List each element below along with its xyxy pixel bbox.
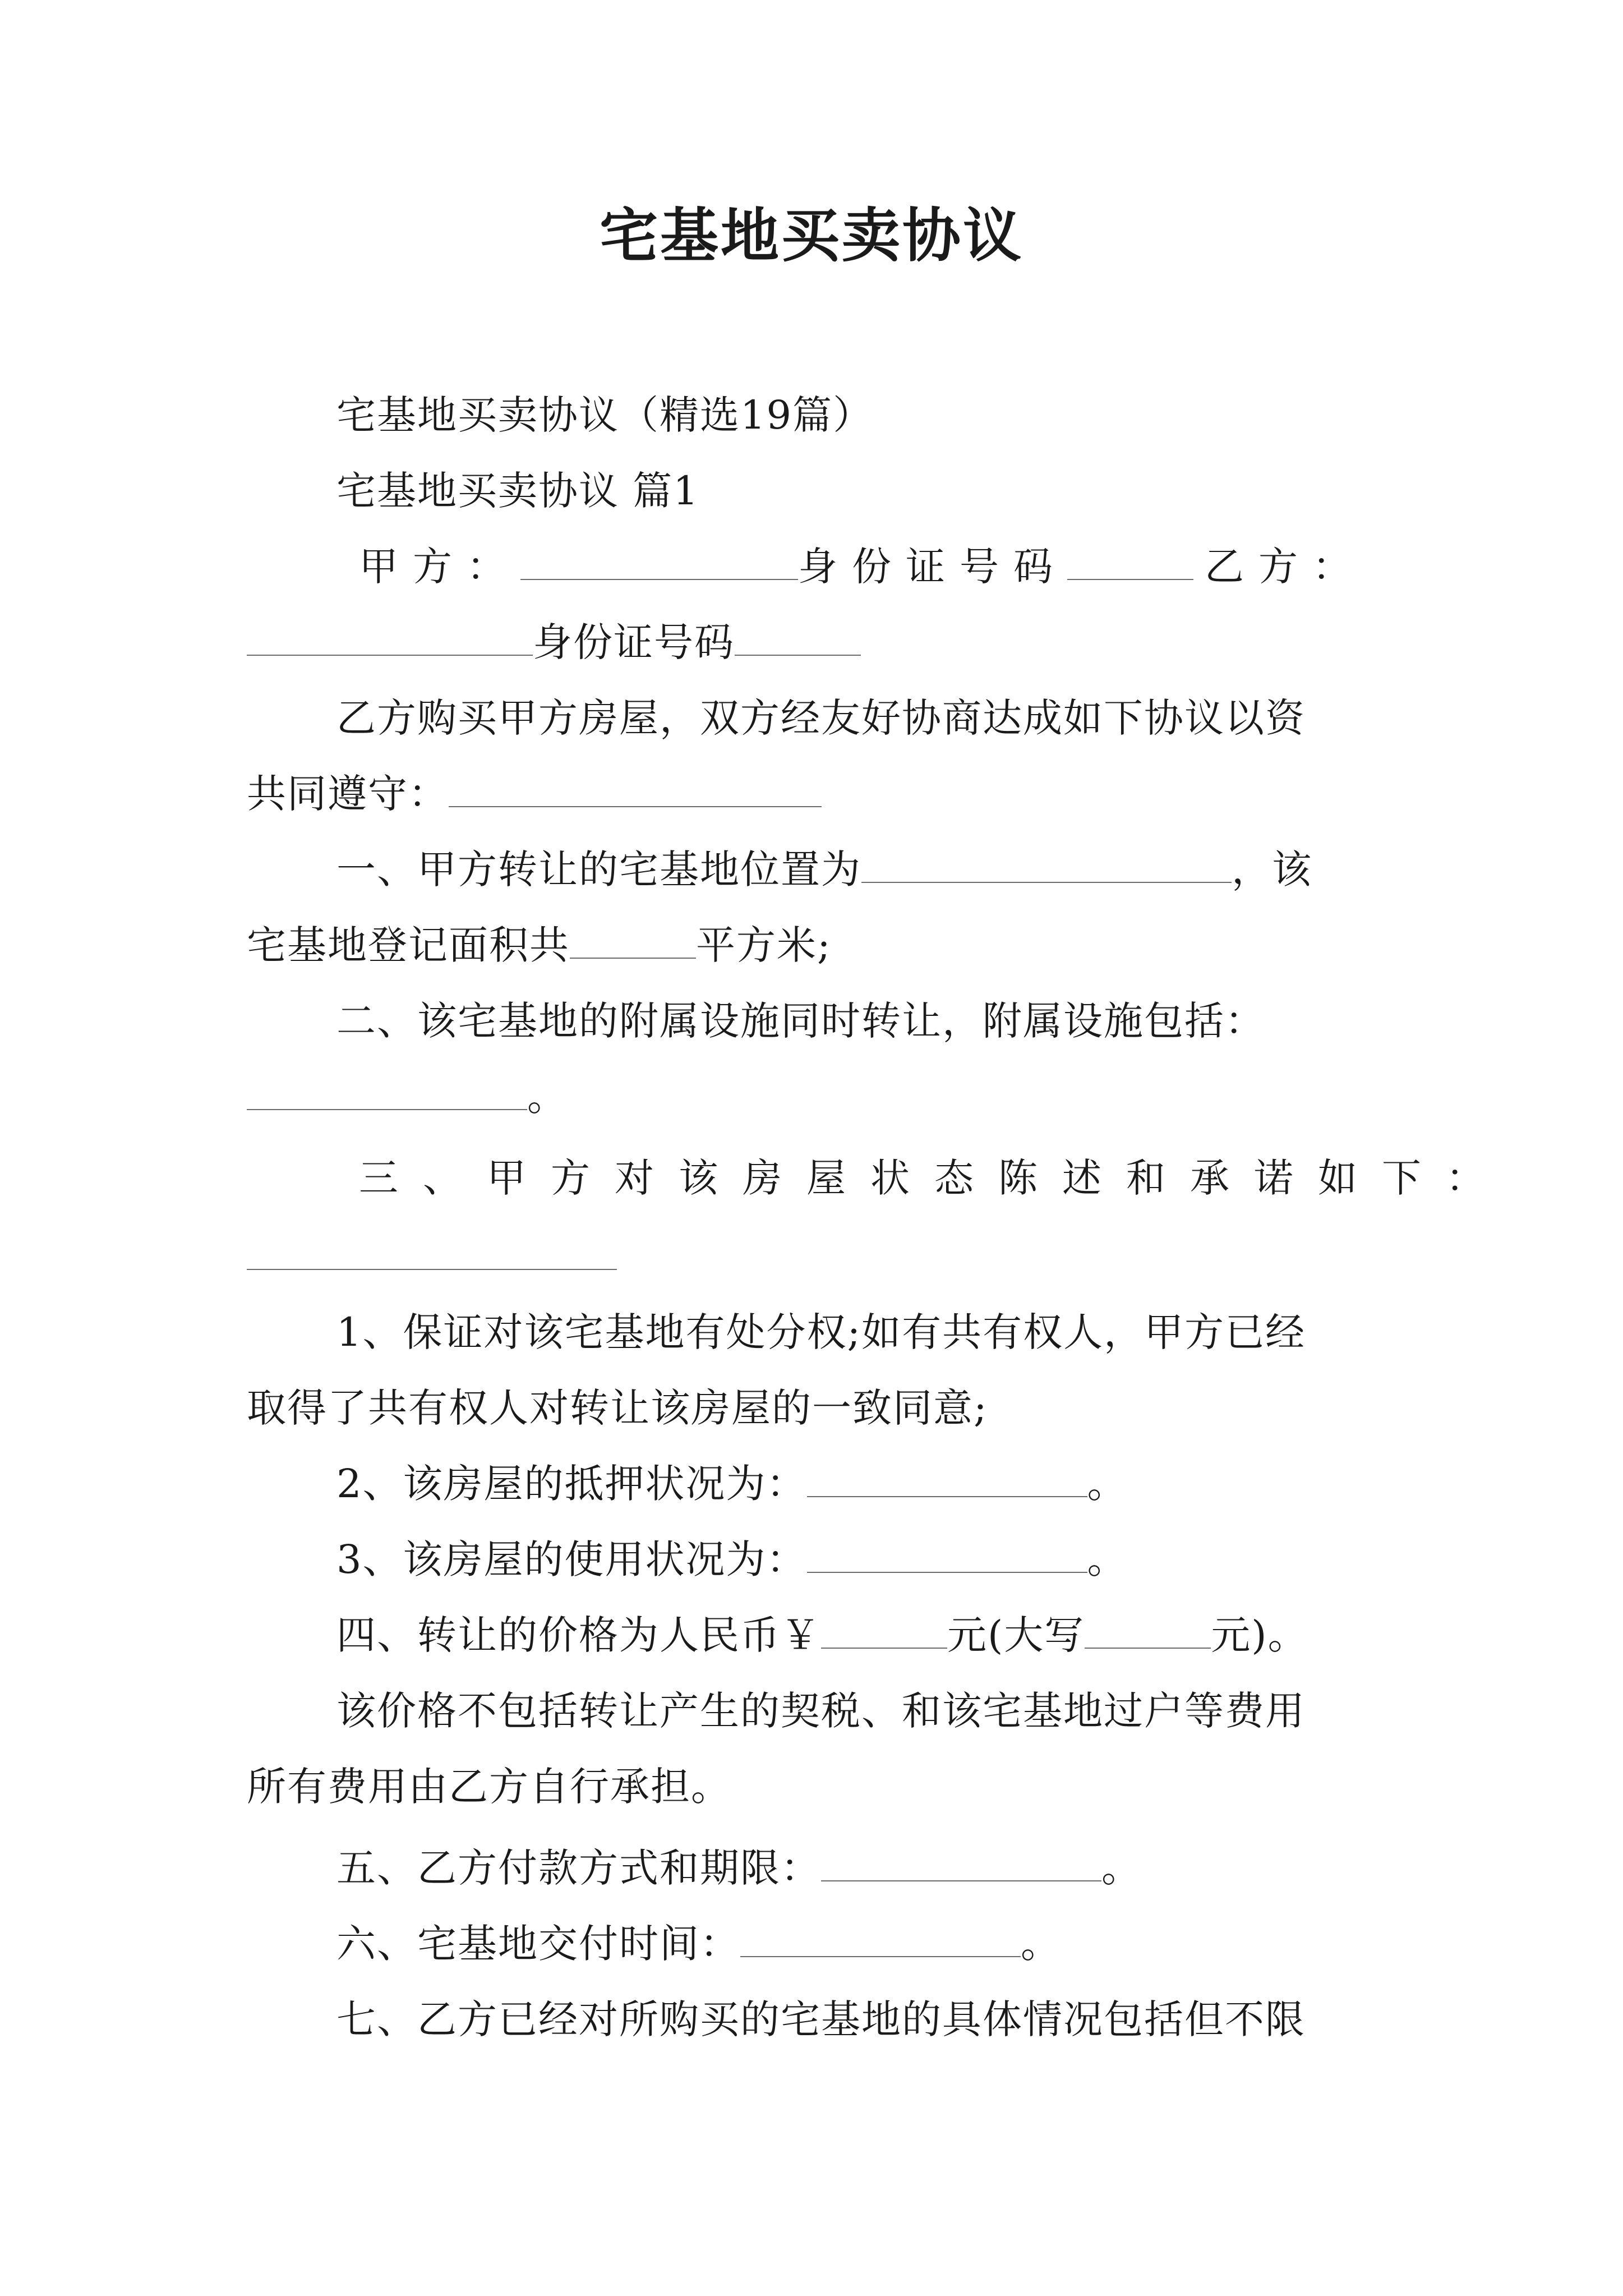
clause-2-line-2 bbox=[247, 1069, 568, 1125]
clause-4-line-1 bbox=[336, 1607, 1308, 1663]
clause-1-line-1 bbox=[336, 841, 1312, 898]
party-b-label: 乙方： bbox=[1205, 544, 1366, 590]
delivery-blank bbox=[740, 1922, 1021, 1957]
clause-1-line-2 bbox=[247, 917, 832, 973]
intro-line-2 bbox=[247, 766, 822, 822]
clause-7-line-1: 七、乙方已经对所购买的宅基地的具体情况包括但不限 bbox=[336, 1996, 1306, 2042]
clause-2-text-b: 。 bbox=[527, 1074, 568, 1120]
clause-1-text-b: ，该 bbox=[1232, 846, 1312, 892]
document-subtitle: 宅基地买卖协议（精选19篇） bbox=[336, 392, 874, 438]
usage-blank bbox=[807, 1538, 1087, 1573]
intro-line-1: 乙方购买甲方房屋，双方经友好协商达成如下协议以资 bbox=[336, 695, 1306, 741]
party-a-label: 甲方： bbox=[359, 544, 520, 590]
clause-4-text-b: 元(大写 bbox=[947, 1612, 1085, 1658]
item-2-text-b: 。 bbox=[1087, 1461, 1128, 1507]
item-1-line-2: 取得了共有权人对转让该房屋的一致同意; bbox=[247, 1385, 988, 1431]
price-blank bbox=[821, 1614, 947, 1649]
intro-blank bbox=[449, 772, 822, 807]
section-heading: 宅基地买卖协议 篇1 bbox=[336, 468, 699, 514]
clause-2-line-1: 二、该宅基地的附属设施同时转让，附属设施包括： bbox=[336, 998, 1265, 1044]
clause-6-text-b: 。 bbox=[1021, 1921, 1061, 1967]
party-a-id-blank bbox=[1067, 545, 1193, 580]
party-b-line bbox=[247, 614, 861, 670]
id-number-label: 身份证号码 bbox=[798, 544, 1067, 590]
clause-3-line-1: 三、甲方对该房屋状态陈述和承诺如下： bbox=[359, 1155, 1510, 1201]
payment-blank bbox=[821, 1847, 1101, 1881]
item-3-text-b: 。 bbox=[1087, 1536, 1128, 1582]
clause-4-text-c: 元)。 bbox=[1211, 1612, 1308, 1658]
location-blank bbox=[861, 848, 1232, 883]
party-a-blank bbox=[520, 545, 798, 580]
clause-3-blank bbox=[247, 1269, 617, 1270]
clause-1-text-d: 平方米; bbox=[696, 922, 832, 968]
clause-1-text-c: 宅基地登记面积共 bbox=[247, 922, 570, 968]
document-title: 宅基地买卖协议 bbox=[599, 201, 1023, 270]
item-3-line bbox=[336, 1531, 1128, 1588]
area-blank bbox=[570, 924, 696, 959]
clause-5-text-a: 五、乙方付款方式和期限： bbox=[336, 1845, 821, 1891]
clause-6-line bbox=[336, 1916, 1061, 1972]
clause-5-text-b: 。 bbox=[1101, 1845, 1142, 1891]
item-3-text-a: 3、该房屋的使用状况为： bbox=[336, 1536, 807, 1582]
clause-6-text-a: 六、宅基地交付时间： bbox=[336, 1921, 740, 1967]
intro-text-2: 共同遵守： bbox=[247, 771, 449, 817]
id-number-label-2: 身份证号码 bbox=[533, 619, 735, 665]
party-line bbox=[359, 539, 1366, 595]
clause-4-line-3: 所有费用由乙方自行承担。 bbox=[247, 1764, 731, 1810]
clause-1-text-a: 一、甲方转让的宅基地位置为 bbox=[336, 846, 861, 892]
item-2-text-a: 2、该房屋的抵押状况为： bbox=[336, 1461, 807, 1507]
clause-4-text-a: 四、转让的价格为人民币￥ bbox=[336, 1612, 821, 1658]
facilities-blank bbox=[247, 1075, 527, 1110]
clause-5-line bbox=[336, 1840, 1142, 1896]
item-1-line-1: 1、保证对该宅基地有处分权;如有共有权人，甲方已经 bbox=[336, 1309, 1306, 1355]
mortgage-blank bbox=[807, 1462, 1087, 1497]
item-2-line bbox=[336, 1456, 1128, 1512]
party-b-id-blank bbox=[735, 621, 861, 656]
clause-4-line-2: 该价格不包括转让产生的契税、和该宅基地过户等费用 bbox=[336, 1688, 1306, 1734]
party-b-blank bbox=[247, 621, 533, 656]
price-capital-blank bbox=[1085, 1614, 1211, 1649]
